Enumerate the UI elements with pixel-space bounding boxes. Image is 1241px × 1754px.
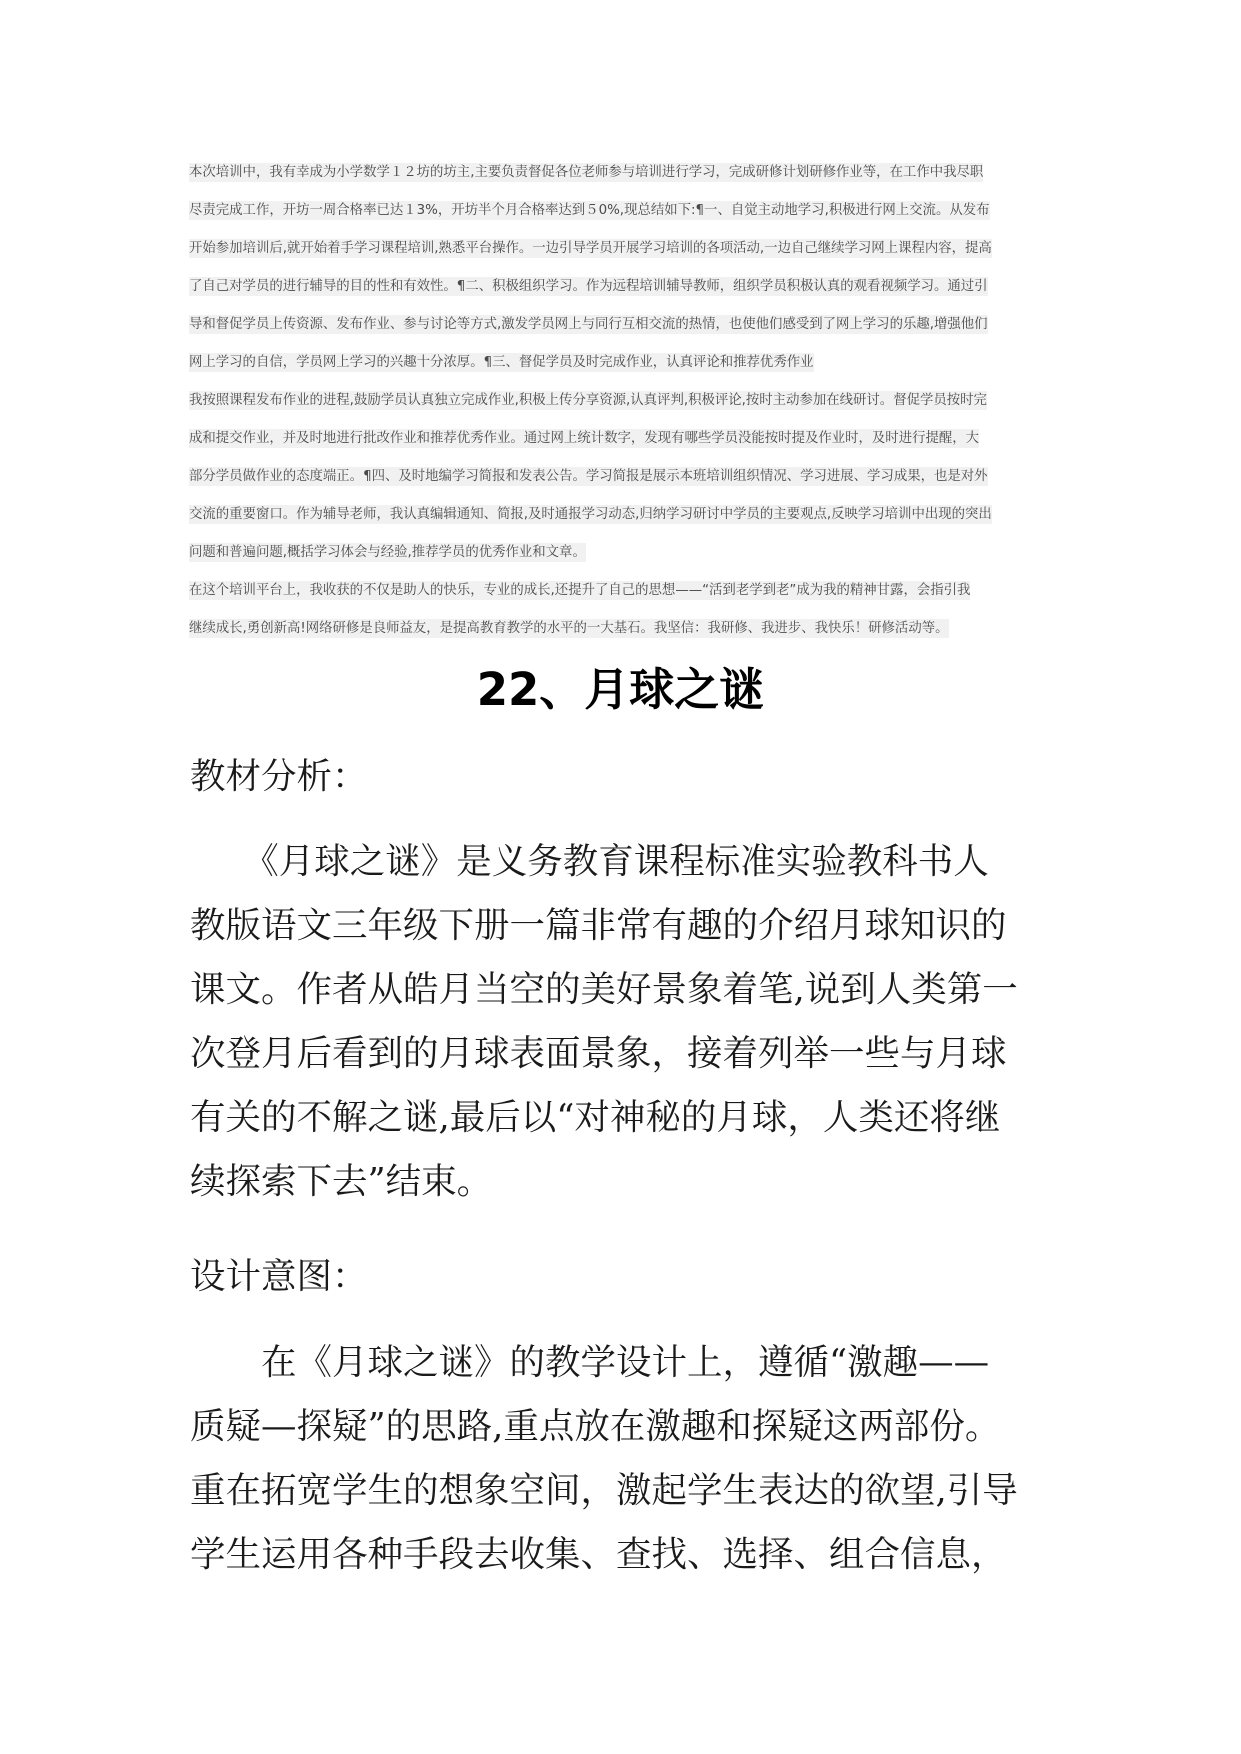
paragraph-line: 有关的不解之谜,最后以“对神秘的月球，人类还将继 xyxy=(190,1097,1001,1138)
paragraph-line: 续探索下去”结束。 xyxy=(190,1161,493,1202)
paragraph-line: 次登月后看到的月球表面景象，接着列举一些与月球 xyxy=(190,1033,1007,1074)
paragraph-line: 质疑—探疑”的思路,重点放在激趣和探疑这两部份。 xyxy=(190,1406,1001,1447)
report-line xyxy=(189,344,1055,382)
paragraph-line: 重在拓宽学生的想象空间，激起学生表达的欲望,引导 xyxy=(190,1470,1018,1511)
report-line xyxy=(189,572,1055,610)
report-line xyxy=(189,534,1055,572)
report-line xyxy=(189,192,1055,230)
report-line-text: 问题和普遍问题,概括学习体会与经验,推荐学员的优秀作业和文章。 xyxy=(189,545,586,560)
report-line xyxy=(189,306,1055,344)
lesson-title: 22、月球之谜 xyxy=(476,663,765,716)
paragraph-line: 《月球之谜》是义务教育课程标准实验教科书人 xyxy=(190,841,989,882)
paragraph-line: 课文。作者从皓月当空的美好景象着笔,说到人类第一 xyxy=(190,969,1018,1010)
report-line xyxy=(189,610,1055,648)
report-line xyxy=(189,496,1055,534)
report-line-text: 尽责完成工作，开坊一周合格率已达１3%，开坊半个月合格率达到５0%,现总结如下:¶一、自觉主动地学习,积极进行网上交流。从发布 xyxy=(189,203,990,218)
training-report-block xyxy=(189,154,1055,648)
report-line-text: 网上学习的自信，学员网上学习的兴趣十分浓厚。¶三、督促学员及时完成作业，认真评论和推荐优秀作业 xyxy=(189,355,814,370)
design-paragraph xyxy=(190,1331,1060,1587)
report-line xyxy=(189,458,1055,496)
report-line-text: 交流的重要窗口。作为辅导老师，我认真编辑通知、简报,及时通报学习动态,归纳学习研讨中学员的主要观点,反映学习培训中出现的突出 xyxy=(189,507,992,522)
report-line xyxy=(189,230,1055,268)
paragraph-line: 在《月球之谜》的教学设计上，遵循“激趣—— xyxy=(190,1342,990,1383)
report-line-text: 部分学员做作业的态度端正。¶四、及时地编学习简报和发表公告。学习简报是展示本班培训组织情况、学习进展、学习成果，也是对外 xyxy=(189,469,988,484)
report-line-text: 了自己对学员的进行辅导的目的性和有效性。¶二、积极组织学习。作为远程培训辅导教师，组织学员积极认真的观看视频学习。通过引 xyxy=(189,279,988,294)
report-line xyxy=(189,268,1055,306)
report-line-text: 导和督促学员上传资源、发布作业、参与讨论等方式,激发学员网上与同行互相交流的热情，也使他们感受到了网上学习的乐趣,增强他们 xyxy=(189,317,988,332)
analysis-paragraph xyxy=(190,830,1060,1214)
section-heading-text: 设计意图： xyxy=(190,1256,368,1297)
section-heading-text: 教材分析： xyxy=(190,756,368,797)
report-line-text: 开始参加培训后,就开始着手学习课程培训,熟悉平台操作。一边引导学员开展学习培训的各项活动,一边自己继续学习网上课程内容，提高 xyxy=(189,241,992,256)
report-line xyxy=(189,420,1055,458)
paragraph-line: 学生运用各种手段去收集、查找、选择、组合信息， xyxy=(190,1534,1007,1575)
report-line-text: 本次培训中，我有幸成为小学数学１２坊的坊主,主要负责督促各位老师参与培训进行学习，完成研修计划研修作业等，在工作中我尽职 xyxy=(189,165,984,180)
analysis-heading xyxy=(190,745,1060,809)
report-line-text: 在这个培训平台上，我收获的不仅是助人的快乐，专业的成长,还提升了自己的思想——“活到老学到老”成为我的精神甘露，会指引我 xyxy=(189,583,971,598)
paragraph-line: 教版语文三年级下册一篇非常有趣的介绍月球知识的 xyxy=(190,905,1007,946)
report-line xyxy=(189,382,1055,420)
report-line-text: 我按照课程发布作业的进程,鼓励学员认真独立完成作业,积极上传分享资源,认真评判,积极评论,按时主动参加在线研讨。督促学员按时完 xyxy=(189,393,987,408)
design-heading xyxy=(190,1245,1060,1309)
report-line-text: 继续成长,勇创新高!网络研修是良师益友，是提高教育教学的水平的一大基石。我坚信：我研修、我进步、我快乐！研修活动等。 xyxy=(189,621,949,636)
report-line xyxy=(189,154,1055,192)
report-line-text: 成和提交作业，并及时地进行批改作业和推荐优秀作业。通过网上统计数字，发现有哪些学员没能按时提及作业时，及时进行提醒，大 xyxy=(189,431,980,446)
